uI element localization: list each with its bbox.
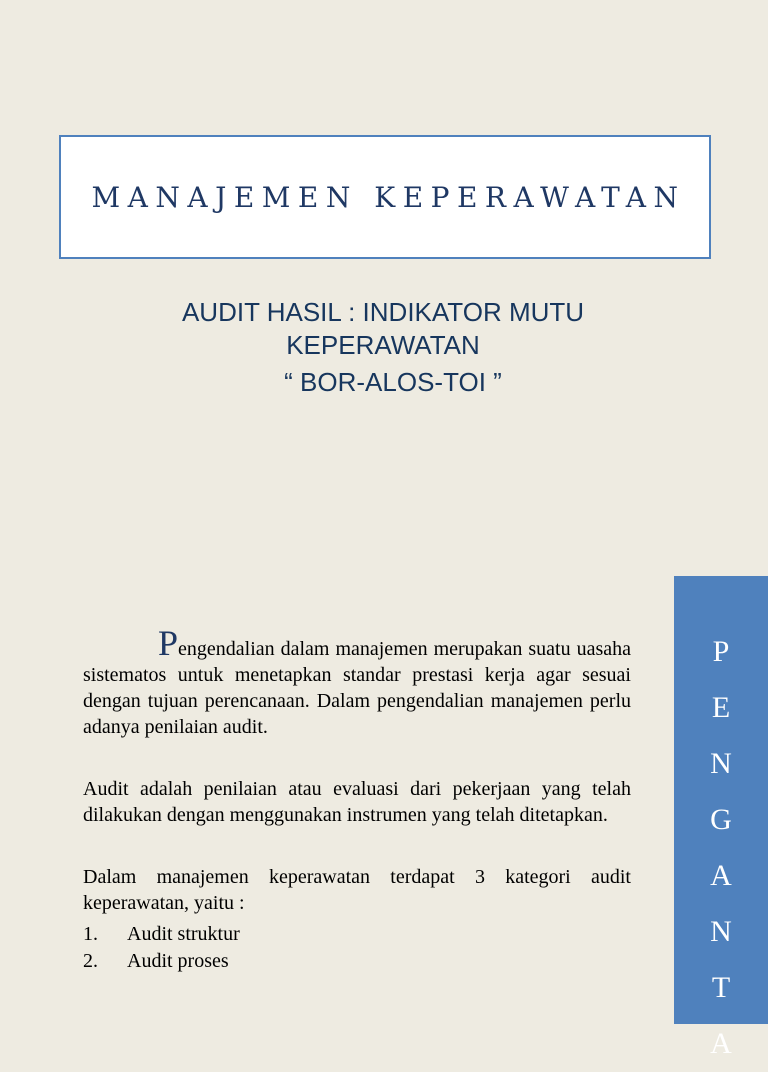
list-item	[83, 921, 631, 948]
subtitle-line-2: KEPERAWATAN	[286, 330, 480, 360]
page-title: MANAJEMEN KEPERAWATAN	[91, 180, 686, 214]
side-letter: N	[710, 915, 732, 948]
side-letter: A	[710, 859, 732, 892]
paragraph-audit-definition: Audit adalah penilaian atau evaluasi dari pekerjaan yang telah dilakukan dengan menggunakan instrumen yang telah ditetapkan.	[83, 778, 631, 826]
audit-category-list	[83, 921, 631, 975]
list-item-text: Audit struktur	[127, 923, 240, 945]
side-panel	[674, 576, 768, 1060]
side-letter: E	[711, 691, 731, 724]
list-item-text: Audit proses	[127, 950, 229, 972]
side-letter: A	[710, 1027, 732, 1060]
list-item-number: 2.	[83, 950, 98, 972]
paragraph-intro-text: engendalian dalam manajemen merupakan suatu uasaha sistematos untuk menetapkan standar prestasi kerja agar sesuai dengan tujuan perencanaan. Dalam pengendalian manajemen perlu adanya penilaian audit.	[83, 638, 631, 738]
paragraph-audit-categories: Dalam manajemen keperawatan terdapat 3 kategori audit keperawatan, yaitu :	[83, 866, 631, 914]
subtitle-block	[0, 296, 766, 399]
side-panel-vertical-text	[674, 624, 768, 1072]
side-letter: N	[710, 747, 732, 780]
list-item	[83, 948, 631, 975]
body-text	[83, 623, 631, 975]
side-letter: T	[711, 971, 731, 1004]
title-box	[59, 135, 711, 259]
side-letter: G	[710, 803, 732, 836]
subtitle-line-1: AUDIT HASIL : INDIKATOR MUTU	[181, 297, 585, 327]
list-item-number: 1.	[83, 923, 98, 945]
drop-cap: P	[158, 623, 179, 663]
side-letter: P	[712, 635, 730, 668]
subtitle-quote: “ BOR-ALOS-TOI ”	[284, 367, 502, 397]
paragraph-intro	[83, 623, 631, 740]
